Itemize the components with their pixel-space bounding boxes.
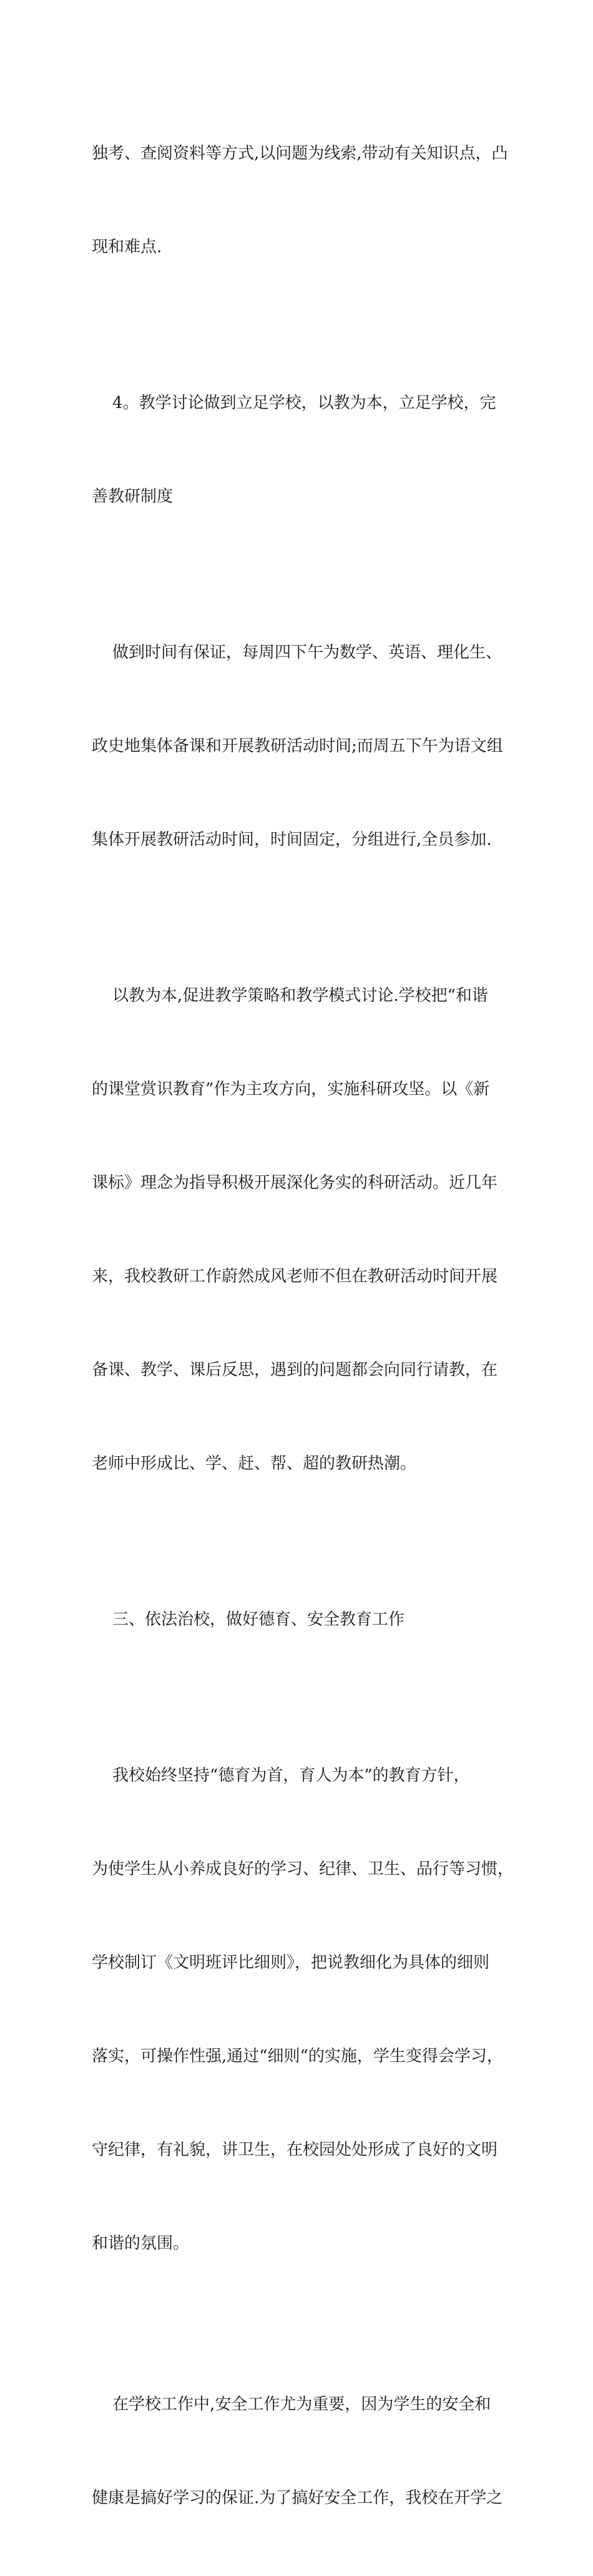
text-line: 落实，可操作性强,通过“细则“的实施，学生变得会学习， bbox=[92, 2047, 503, 2066]
text-line: 健康是搞好学习的保证.为了搞好安全工作，我校在开学之 bbox=[92, 2489, 503, 2507]
text-line: 独考、查阅资料等方式,以问题为线索,带动有关知识点，凸 bbox=[92, 144, 508, 163]
paragraph-2 bbox=[92, 325, 504, 575]
text-line: 善教研制度 bbox=[92, 487, 174, 506]
paragraph-1 bbox=[92, 75, 508, 325]
text-line: 学校制订《文明班评比细则》，把说教细化为具体的细则 bbox=[92, 1953, 490, 1972]
paragraph-3 bbox=[92, 575, 504, 918]
paragraph-7 bbox=[92, 2326, 504, 2576]
text-line: 做到时间有保证，每周四下午为数学、英语、理化生、 bbox=[92, 643, 502, 662]
paragraph-4 bbox=[92, 918, 504, 1542]
text-line: 4。教学讨论做到立足学校，以教为本，立足学校，完 bbox=[92, 394, 496, 412]
text-line: 来，我校教研工作蔚然成风老师不但在教研活动时间开展 bbox=[92, 1267, 498, 1286]
text-line: 老师中形成比、学、赶、帮、超的教研热潮。 bbox=[92, 1454, 417, 1473]
paragraph-spacing bbox=[92, 2321, 504, 2326]
paragraph-6 bbox=[92, 1698, 514, 2321]
text-line: 政史地集体备课和开展教研活动时间;而周五下午为语文组 bbox=[92, 737, 503, 756]
text-line: 和谐的氛围。 bbox=[92, 2234, 190, 2253]
text-line: 守纪律，有礼貌，讲卫生，在校园处处形成了良好的文明 bbox=[92, 2141, 498, 2159]
text-line: 课标》理念为指导积极开展深化务实的科研活动。近几年 bbox=[92, 1174, 498, 1192]
text-line: 我校始终坚持“德育为首，育人为本”的教育方针， bbox=[92, 1766, 470, 1785]
document-body bbox=[92, 75, 514, 2576]
section-heading bbox=[92, 1542, 504, 1698]
text-line: 在学校工作中,安全工作尤为重要，因为学生的安全和 bbox=[92, 2395, 491, 2414]
section-heading-line: 三、依法治校，做好德育、安全教育工作 bbox=[92, 1610, 405, 1629]
text-line: 备课、教学、课后反思，遇到的问题都会向同行请教，在 bbox=[92, 1361, 498, 1379]
text-line: 为使学生从小养成良好的学习、纪律、卫生、品行等习惯， bbox=[92, 1860, 514, 1879]
text-line: 以教为本,促进教学策略和教学模式讨论.学校把“和谐 bbox=[92, 986, 488, 1005]
text-line: 现和难点. bbox=[92, 238, 162, 256]
text-line: 集体开展教研活动时间，时间固定，分组进行,全员参加. bbox=[92, 830, 492, 849]
text-line: 的课堂赏识教育”作为主攻方向，实施科研攻坚。以《新 bbox=[92, 1080, 490, 1099]
